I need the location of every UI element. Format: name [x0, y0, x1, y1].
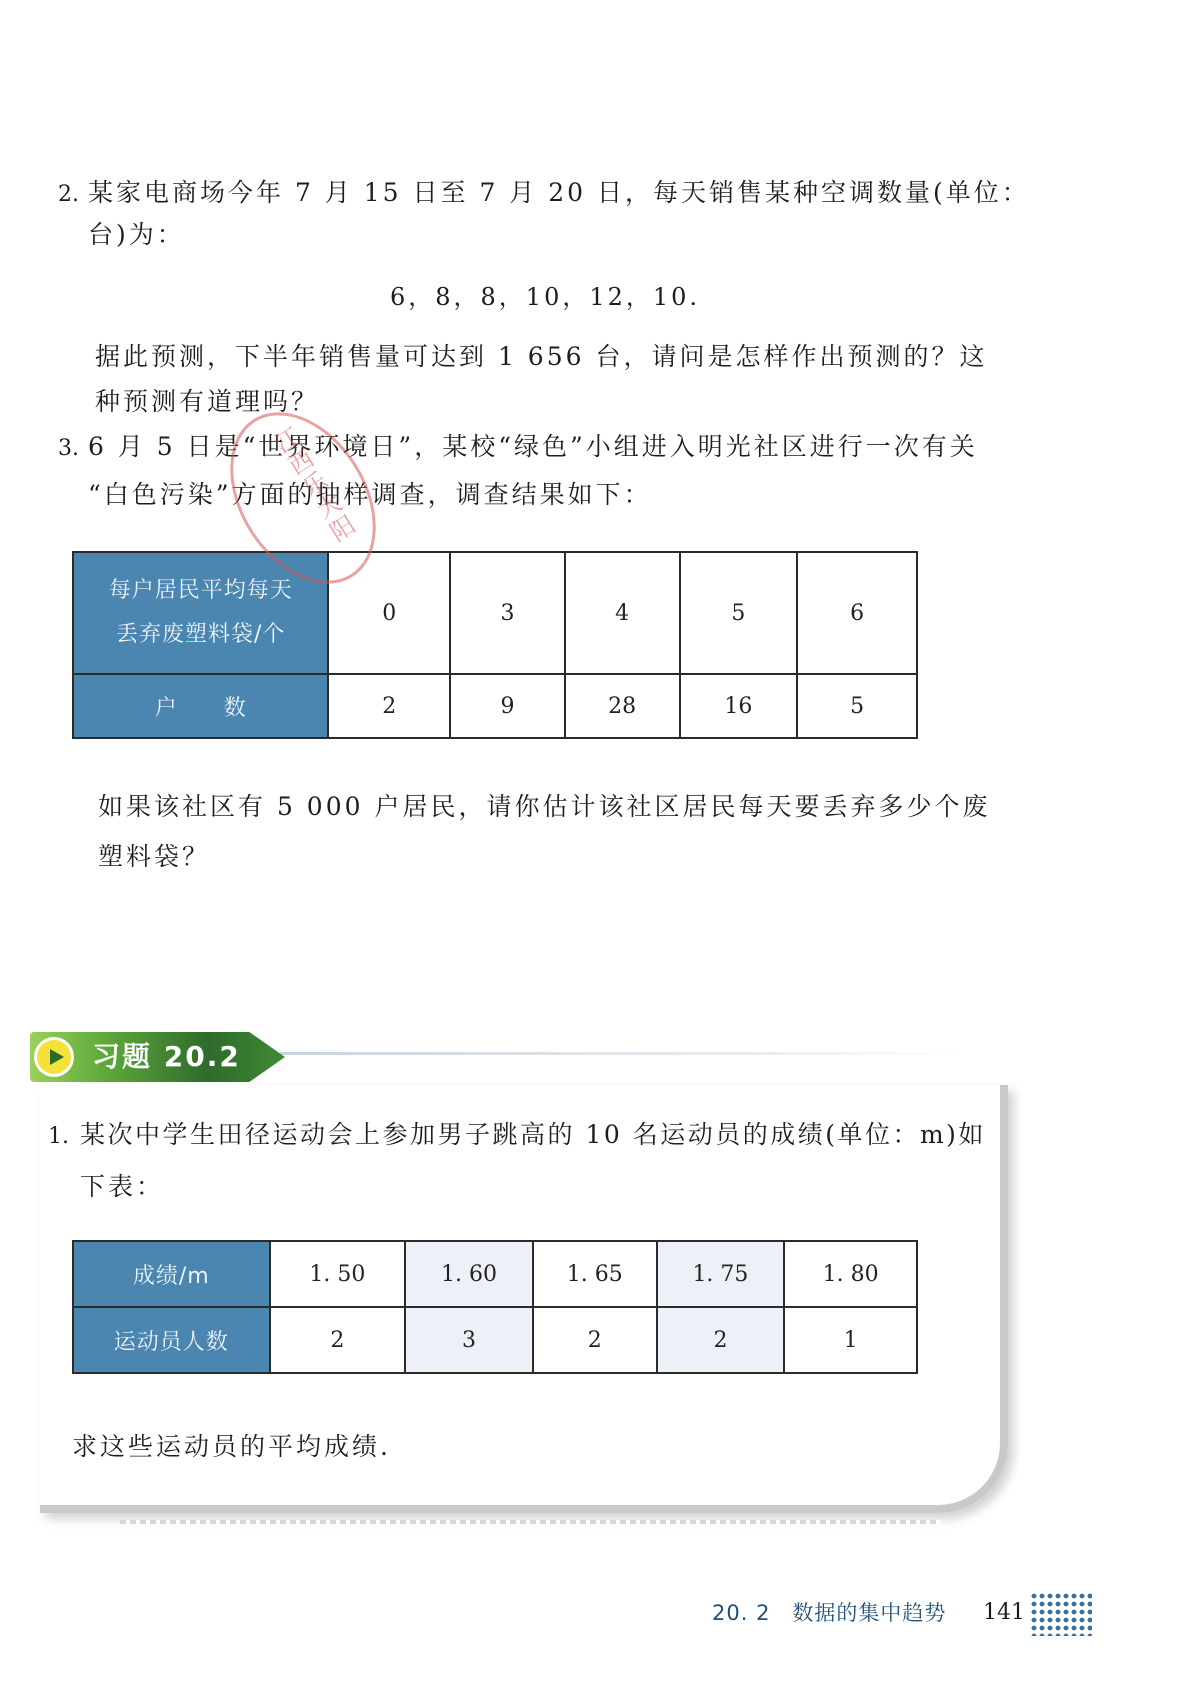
- table-cell: 3: [405, 1307, 533, 1373]
- table-cell: 3: [450, 552, 565, 674]
- exercise-1-line-1: 某次中学生田径运动会上参加男子跳高的 10 名运动员的成绩(单位：m)如: [80, 1120, 986, 1149]
- table-cell: 1. 80: [784, 1241, 917, 1307]
- problem-2-data: 6，8，8，10，12，10.: [390, 283, 701, 311]
- table-cell: 2: [533, 1307, 657, 1373]
- problem-2-line-2: 台)为：: [88, 220, 185, 249]
- table-cell: 2: [328, 674, 450, 738]
- problem-2-line-1: 某家电商场今年 7 月 15 日至 7 月 20 日，每天销售某种空调数量(单位：: [88, 178, 1030, 207]
- problem-2-line-4: 种预测有道理吗？: [95, 387, 320, 416]
- problem-3-line-2: “白色污染”方面的抽样调查，调查结果如下：: [88, 480, 652, 509]
- footer-section-title: 20. 2 数据的集中趋势: [712, 1601, 947, 1625]
- table-cell: 1. 75: [657, 1241, 785, 1307]
- table-cell: 5: [797, 674, 917, 738]
- table-cell: 1: [784, 1307, 917, 1373]
- scan-artifact-line: [120, 1520, 940, 1524]
- table-cell: 16: [680, 674, 798, 738]
- table-cell: 6: [797, 552, 917, 674]
- high-jump-results-table: [72, 1240, 918, 1374]
- header-line: 丢弃废塑料袋/个: [116, 622, 286, 647]
- table-header-cell: 户 数: [73, 674, 328, 738]
- exercise-1-question: 求这些运动员的平均成绩.: [72, 1432, 391, 1461]
- problem-2-line-3: 据此预测，下半年销售量可达到 1 656 台，请问是怎样作出预测的？这: [95, 342, 988, 371]
- table-cell: 9: [450, 674, 565, 738]
- page-number: 141: [983, 1600, 1025, 1625]
- problem-3-line-4: 塑料袋？: [98, 842, 211, 871]
- table-cell: 2: [270, 1307, 406, 1373]
- problem-3-number: 3.: [58, 436, 79, 461]
- header-line: 每户居民平均每天: [108, 578, 293, 603]
- table-cell: 5: [680, 552, 798, 674]
- exercise-1-number: 1.: [48, 1124, 69, 1149]
- table-cell: 0: [328, 552, 450, 674]
- table-row: [73, 674, 917, 738]
- banner-rule: [280, 1052, 960, 1055]
- problem-3-line-1: 6 月 5 日是“世界环境日”，某校“绿色”小组进入明光社区进行一次有关: [88, 432, 978, 461]
- table-header-cell: 运动员人数: [73, 1307, 270, 1373]
- arrow-right-icon: [34, 1037, 74, 1077]
- table-cell: 28: [565, 674, 680, 738]
- problem-2-number: 2.: [58, 182, 79, 207]
- table-cell: 1. 50: [270, 1241, 406, 1307]
- table-header-cell: 成绩/m: [73, 1241, 270, 1307]
- stamp-text: 江西乐大阳: [266, 423, 360, 549]
- table-cell: 2: [657, 1307, 785, 1373]
- table-row: [73, 1241, 917, 1307]
- exercise-1-line-2: 下表：: [80, 1172, 165, 1201]
- table-row: [73, 1307, 917, 1373]
- dot-grid-icon: [1030, 1592, 1092, 1636]
- table-cell: 1. 65: [533, 1241, 657, 1307]
- table-cell: 4: [565, 552, 680, 674]
- table-row: [73, 552, 917, 674]
- waste-bag-survey-table: [72, 551, 918, 739]
- problem-3-line-3: 如果该社区有 5 000 户居民，请你估计该社区居民每天要丢弃多少个废: [98, 792, 991, 821]
- table-cell: 1. 60: [405, 1241, 533, 1307]
- exercise-title: 习题 20.2: [92, 1040, 241, 1073]
